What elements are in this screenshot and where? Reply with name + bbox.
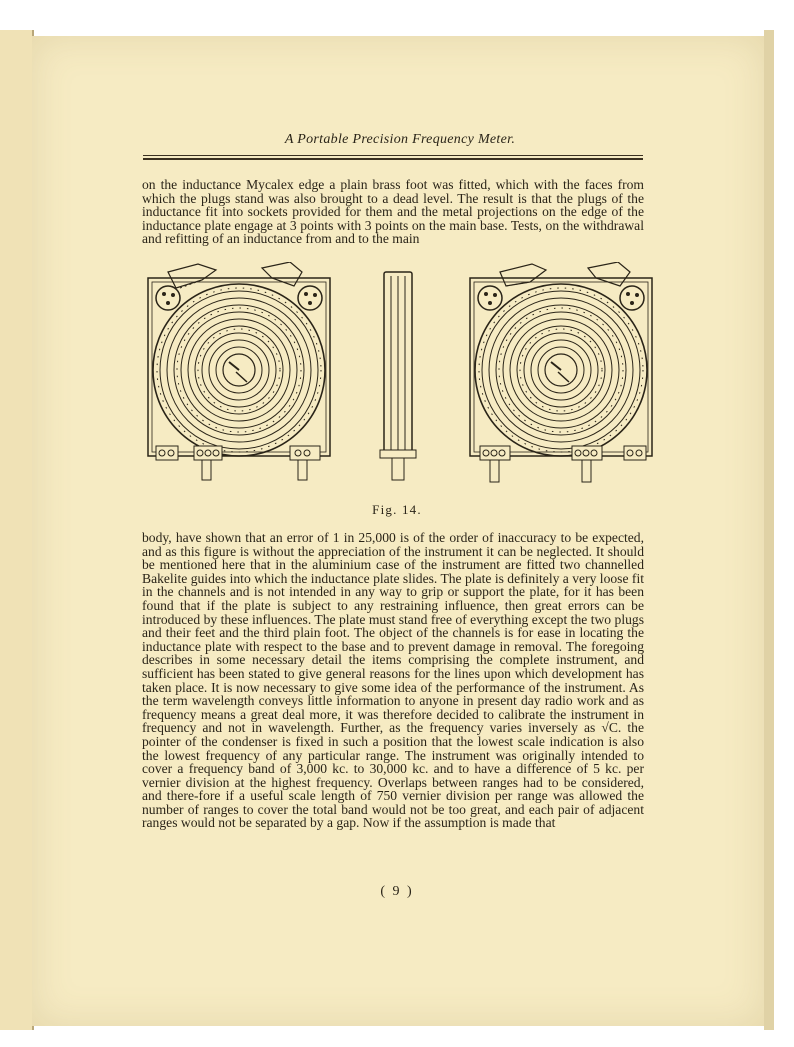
figure-caption: Fig. 14. xyxy=(372,502,422,517)
inductance-figure xyxy=(140,262,660,490)
side-view xyxy=(380,272,416,480)
left-plate xyxy=(148,262,330,480)
paragraph-top: on the inductance Mycalex edge a plain brass foot was fitted, which with the faces from which the plugs stand was also brought to a dead level. The result is that the plugs of the inductance fit into sockets provided for them and the metal projections on the edge of the inductance plate engage at 3 points with 3 points on the main base. Tests, on the withdrawal and refitting of an inductance from and to the main xyxy=(142,177,644,247)
right-plate xyxy=(470,262,652,482)
paragraph-bottom: body, have shown that an error of 1 in 25,000 is of the order of inaccuracy to be expected, and as this figure is without the appreciation of the instrument it can be neglected. It should be mentioned here that in the aluminium case of the instrument are fitted two channelled Bakelite guides into which the inductance plate slides. The plate is definitely a very loose fit in the channels and is not intended in any way to grip or support the plate, for it has been found that if the plate is subject to any restraining influence, then great errors can be introduced by these influences. The plate must stand free of everything except the two plugs and their feet and the third plain foot. The object of the channels is for ease in locating the inductance plate with respect to the base and to prevent damage in removal. The foregoing describes in some necessary detail the items comprising the complete instrument, and sufficient has been stated to give general reasons for the lines upon which development has taken place. It is now necessary to give some idea of the performance of the instrument. As the term wavelength conveys little information to anyone in present day radio work and as frequency means a great deal more, it was therefore decided to calibrate the instrument in frequency and not in wavelength. Further, as the frequency varies inversely as √C. the pointer of the condenser is fixed in such a position that the lowest scale indication is also the lowest frequency of any particular range. The instrument was originally intended to cover a frequency band of 3,000 kc. to 30,000 kc. and to have a difference of 5 kc. per vernier division at the highest frequency. Overlaps between ranges had to be considered, and there-fore if a useful scale length of 750 vernier division per range was allowed the number of ranges to cover the total band would not be too great, and each pair of adjacent ranges would not be separated by a gap. Now if the assumption is made that xyxy=(142,530,644,831)
header-rule xyxy=(143,155,643,156)
page-number: ( 9 ) xyxy=(380,884,414,899)
running-header: A Portable Precision Frequency Meter. xyxy=(284,132,516,147)
header-rule-double xyxy=(143,158,643,160)
